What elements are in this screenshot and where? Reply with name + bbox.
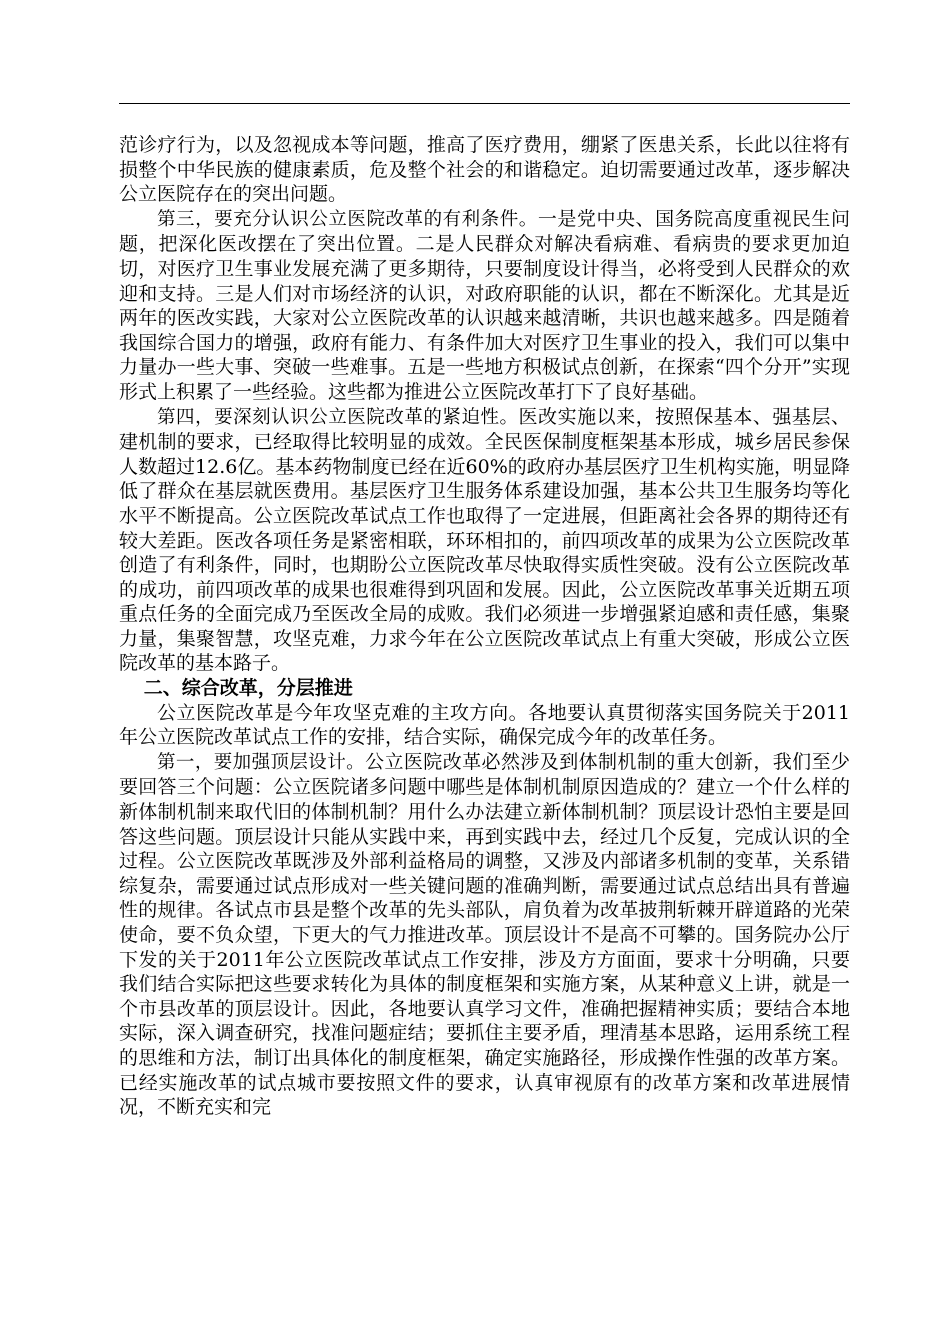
paragraph-text: 医改实施以来，按照保基本、强基层、建机制的要求，已经取得比较明显的成效。全民医保制度框架基本形成，城乡居民参保人数超过12.6亿。基本药物制度已经在近60%的政府办基层医疗卫生机构实施，明显降低了群众在基层就医费用。基层医疗卫生服务体系建设加强，基本公共卫生服务均等化水平不断提高。公立医院改革试点工作也取得了一定进展，但距离社会各界的期待还有较大差距。医改各项任务是紧密相联，环环相扣的，前四项改革的成果为公立医院改革创造了有利条件，同时，也期盼公立医院改革尽快取得实质性突破。没有公立医院改革的成功，前四项改革的成果也很难得到巩固和发展。因此，公立医院改革事关近期五项重点任务的全面完成乃至医改全局的成败。我们必须进一步增强紧迫感和责任感，集聚力量，集聚智慧，攻坚克难，力求今年在公立医院改革试点上有重大突破，形成公立医院改革的基本路子。 xyxy=(119,405,850,675)
paragraph-text: 一是党中央、国务院高度重视民生问题，把深化医改摆在了突出位置。二是人民群众对解决看病难、看病贵的要求更加迫切，对医疗卫生事业发展充满了更多期待，只要制度设计得当，必将受到人民群众的欢迎和支持。三是人们对市场经济的认识，对政府职能的认识，都在不断深化。尤其是近两年的医改实践，大家对公立医院改革的认识越来越清晰，共识也越来越多。四是随着我国综合国力的增强，政府有能力、有条件加大对医疗卫生事业的投入，我们可以集中力量办一些大事、突破一些难事。五是一些地方积极试点创新，在探索“四个分开”实现形式上积累了一些经验。这些都为推进公立医院改革打下了良好基础。 xyxy=(119,207,850,403)
paragraph-text: 公立医院改革必然涉及到体制机制的重大创新，我们至少要回答三个问题：公立医院诸多问题中哪些是体制机制原因造成的？建立一个什么样的新体制机制来取代旧的体制机制？用什么办法建立新体制机制？顶层设计恐怕主要是回答这些问题。顶层设计只能从实践中来，再到实践中去，经过几个反复，完成认识的全过程。公立医院改革既涉及外部利益格局的调整，又涉及内部诸多机制的变革，关系错综复杂，需要通过试点形成对一些关键问题的准确判断，需要通过试点总结出具有普遍性的规律。各试点市县是整个改革的先头部队，肩负着为改革披荆斩棘开辟道路的光荣使命，要不负众望，下更大的气力推进改革。顶层设计不是高不可攀的。国务院办公厅下发的关于2011年公立医院改革试点工作安排，涉及方方面面，要求十分明确，只要我们结合实际把这些要求转化为具体的制度框架和实施方案，从某种意义上讲，就是一个市县改革的顶层设计。因此，各地要认真学习文件，准确把握精神实质；要结合本地实际，深入调查研究，找准问题症结；要抓住主要矛盾，理清基本思路，运用系统工程的思维和方法，制订出具体化的制度框架，确定实施路径，形成操作性强的改革方案。已经实施改革的试点城市要按照文件的要求，认真审视原有的改革方案和改革进展情况，不断充实和完 xyxy=(119,750,850,1119)
section-heading: 二、综合改革，分层推进 xyxy=(143,677,353,700)
paragraph-continuation xyxy=(119,133,850,207)
paragraph-urgency xyxy=(119,405,850,677)
paragraph-text: 公立医院改革是今年攻坚克难的主攻方向。各地要认真贯彻落实国务院关于2011年公立医院改革试点工作的安排，结合实际，确保完成今年的改革任务。 xyxy=(119,701,850,749)
paragraph-lead: 第三，要充分认识公立医院改革的有利条件。 xyxy=(157,208,538,230)
header-rule xyxy=(119,103,850,104)
paragraph-main-direction xyxy=(119,701,850,750)
paragraph-top-level-design xyxy=(119,750,850,1120)
paragraph-lead: 第一，要加强顶层设计。 xyxy=(157,751,366,773)
paragraph-favorable-conditions xyxy=(119,207,850,405)
paragraph-lead: 第四，要深刻认识公立医院改革的紧迫性。 xyxy=(157,406,519,428)
paragraph-text: 范诊疗行为，以及忽视成本等问题，推高了医疗费用，绷紧了医患关系，长此以往将有损整个中华民族的健康素质，危及整个社会的和谐稳定。迫切需要通过改革，逐步解决公立医院存在的突出问题。 xyxy=(119,134,850,206)
document-body xyxy=(119,133,850,1120)
